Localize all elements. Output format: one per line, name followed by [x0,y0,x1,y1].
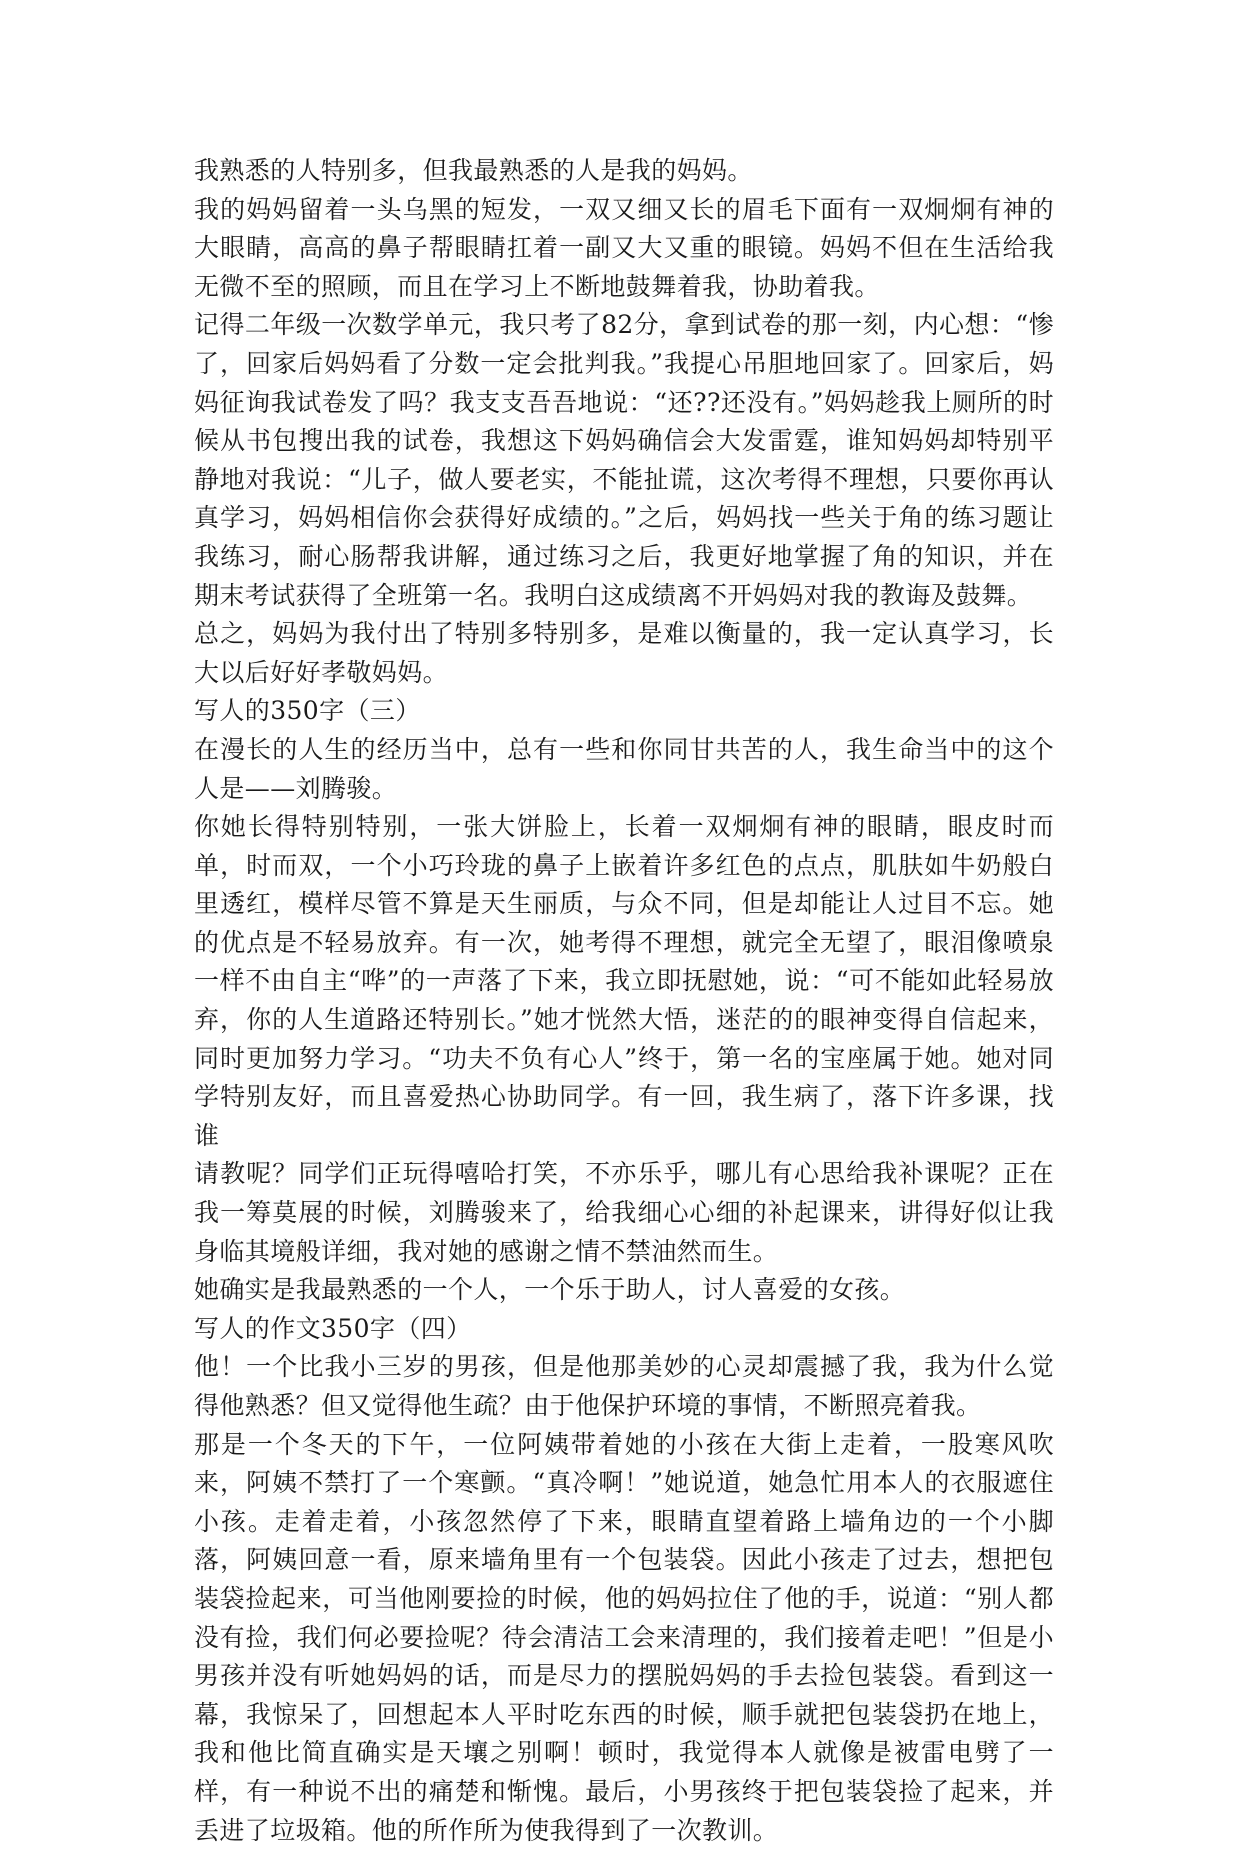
paragraph: 请教呢？同学们正玩得嘻哈打笑，不亦乐乎，哪儿有心思给我补课呢？正在我一筹莫展的时候，刘腾骏来了，给我细心心细的补起课来，讲得好似让我身临其境般详细，我对她的感谢之情不禁油然而生。 [194,1159,1054,1266]
paragraph: 我熟悉的人特别多，但我最熟悉的人是我的妈妈。 [194,156,753,185]
paragraph: 总之，妈妈为我付出了特别多特别多，是难以衡量的，我一定认真学习，长大以后好好孝敬妈妈。 [194,619,1054,687]
paragraph: 我的妈妈留着一头乌黑的短发，一双又细又长的眉毛下面有一双炯炯有神的大眼睛，高高的鼻子帮眼睛扛着一副又大又重的眼镜。妈妈不但在生活给我无微不至的照顾，而且在学习上不断地鼓舞着我，协助着我。 [194,194,1054,301]
paragraph: 在漫长的人生的经历当中，总有一些和你同甘共苦的人，我生命当中的这个人是——刘腾骏。 [194,734,1054,803]
paragraph: 她确实是我最熟悉的一个人，一个乐于助人，讨人喜爱的女孩。 [194,1275,906,1305]
paragraph: 他！一个比我小三岁的男孩，但是他那美妙的心灵却震撼了我，我为什么觉得他熟悉？但又觉得他生疏？由于他保护环境的事情，不断照亮着我。 [194,1352,1054,1420]
section-heading: 写人的作文350字（四） [194,1313,472,1343]
section-heading: 写人的350字（三） [194,696,421,726]
paragraph: 记得二年级一次数学单元，我只考了82分，拿到试卷的那一刻，内心想：“惨了，回家后妈妈看了分数一定会批判我。”我提心吊胆地回家了。回家后，妈妈征询我试卷发了吗？我支支吾吾地说：“还??还没有。”妈妈趁我上厕所的时候从书包搜出我的试卷，我想这下妈妈确信会大发雷霆，谁知妈妈却特别平静地对我说：“儿子，做人要老实，不能扯谎，这次考得不理想，只要你再认真学习，妈妈相信你会获得好成绩的。”之后，妈妈找一些关于角的练习题让我练习，耐心肠帮我讲解，通过练习之后，我更好地掌握了角的知识，并在期末考试获得了全班第一名。我明白这成绩离不开妈妈对我的教诲及鼓舞。 [194,310,1054,610]
paragraph: 那是一个冬天的下午，一位阿姨带着她的小孩在大街上走着，一股寒风吹来，阿姨不禁打了一个寒颤。“真冷啊！”她说道，她急忙用本人的衣服遮住小孩。走着走着，小孩忽然停了下来，眼睛直望着路上墙角边的一个小脚落，阿姨回意一看，原来墙角里有一个包装袋。因此小孩走了过去，想把包装袋捡起来，可当他刚要捡的时候，他的妈妈拉住了他的手，说道：“别人都没有捡，我们何必要捡呢？待会清洁工会来清理的，我们接着走吧！”但是小男孩并没有听她妈妈的话，而是尽力的摆脱妈妈的手去捡包装袋。看到这一幕，我惊呆了，回想起本人平时吃东西的时候，顺手就把包装袋扔在地上，我和他比简直确实是天壤之别啊！顿时，我觉得本人就像是被雷电劈了一样，有一种说不出的痛楚和惭愧。最后，小男孩终于把包装袋捡了起来，并丢进了垃圾箱。他的所作所为使我得到了一次教训。 [194,1429,1054,1845]
document-body [194,152,1054,1850]
paragraph: 你她长得特别特别，一张大饼脸上，长着一双炯炯有神的眼睛，眼皮时而单，时而双，一个小巧玲珑的鼻子上嵌着许多红色的点点，肌肤如牛奶般白里透红，模样尽管不算是天生丽质，与众不同，但是却能让人过目不忘。她的优点是不轻易放弃。有一次，她考得不理想，就完全无望了，眼泪像喷泉一样不由自主“哗”的一声落了下来，我立即抚慰她，说：“可不能如此轻易放弃，你的人生道路还特别长。”她才恍然大悟，迷茫的的眼神变得自信起来，同时更加努力学习。“功夫不负有心人”终于，第一名的宝座属于她。她对同学特别友好，而且喜爱热心协助同学。有一回，我生病了，落下许多课，找谁 [194,812,1054,1150]
